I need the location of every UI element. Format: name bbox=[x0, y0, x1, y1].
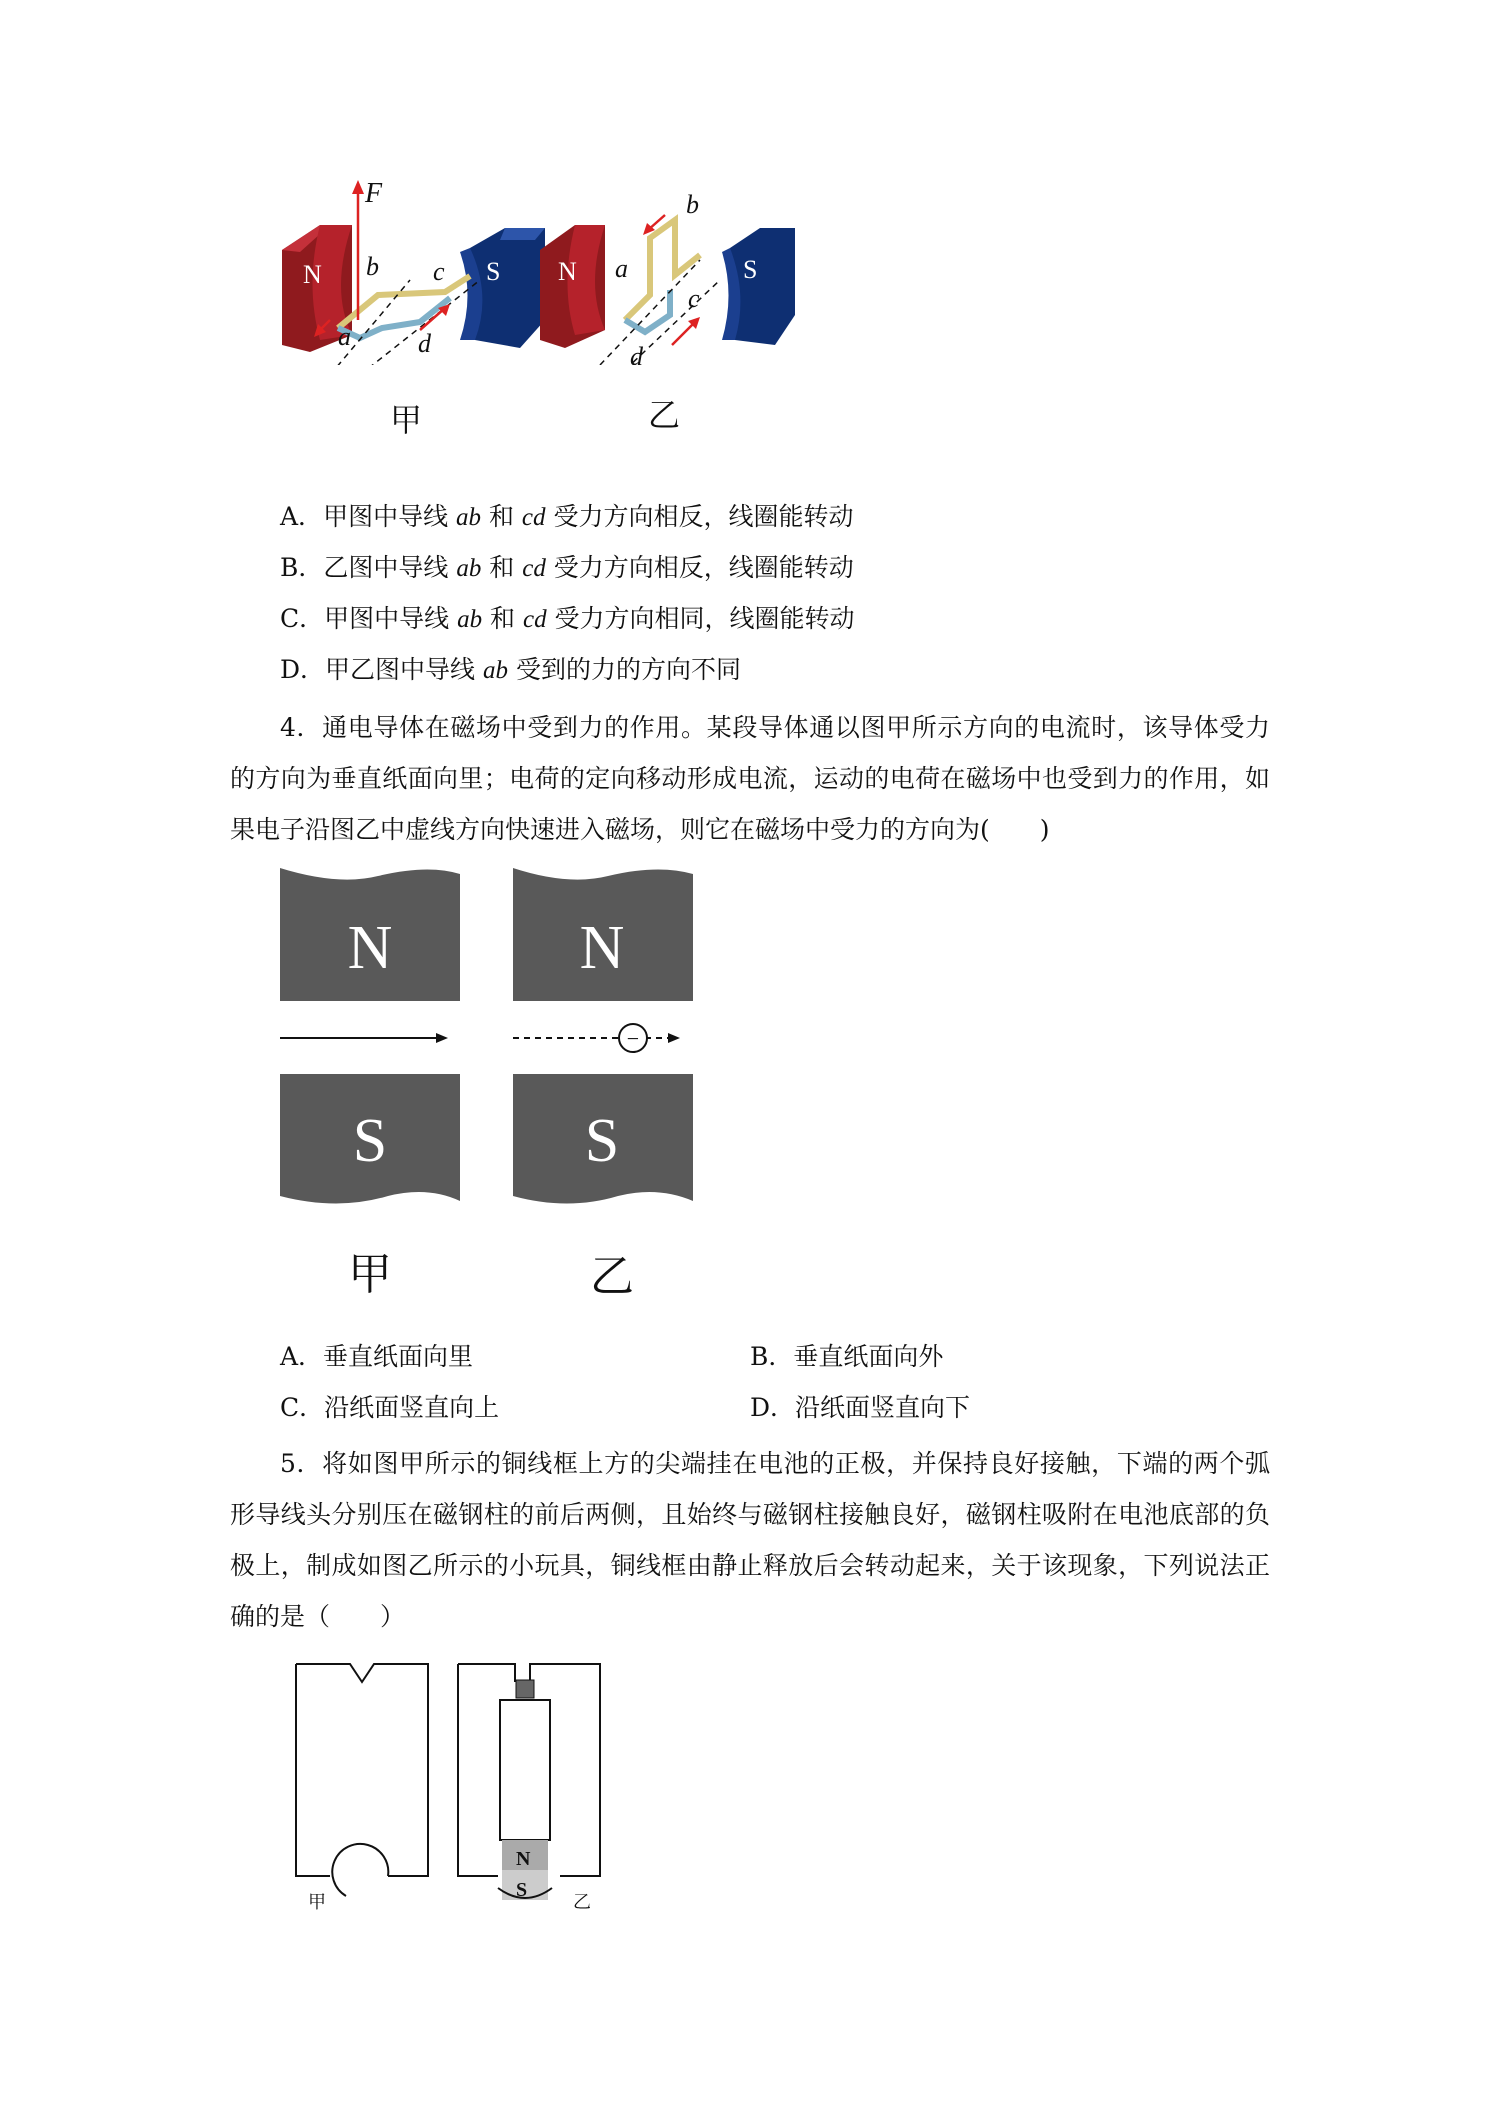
yi-label-d: d bbox=[630, 342, 643, 365]
electron-arrowhead bbox=[668, 1033, 680, 1043]
option-letter: D． bbox=[280, 655, 326, 684]
yi-label-c: c bbox=[688, 284, 700, 313]
yi-coil bbox=[600, 190, 720, 365]
option-text: 和 bbox=[481, 553, 523, 582]
jia-s-magnet bbox=[460, 228, 545, 348]
option-letter: A． bbox=[280, 502, 324, 531]
variable-cd: cd bbox=[523, 606, 547, 633]
q4-figure bbox=[278, 866, 698, 1211]
yi-s-label: S bbox=[743, 255, 758, 284]
yi-s-letter: S bbox=[584, 1107, 620, 1175]
jia-label-d: d bbox=[418, 329, 431, 358]
jia-n-label: N bbox=[303, 260, 322, 289]
figure1-caption-jia: 甲 bbox=[390, 401, 423, 439]
variable-ab: ab bbox=[456, 504, 482, 531]
option-text: 受力方向相反，线圈能转动 bbox=[545, 553, 854, 582]
option-letter: B． bbox=[280, 553, 324, 582]
q5-question: 5．将如图甲所示的铜线框上方的尖端挂在电池的正极，并保持良好接触，下端的两个弧形导线头分别压在磁钢柱的前后两侧，且始终与磁钢柱接触良好，磁钢柱吸附在电池底部的负极上，制成如图乙所示的小玩具，铜线框由静止释放后会转动起来，关于该现象，下列说法正确的是（ ） bbox=[230, 1449, 1270, 1631]
q3-option-d[interactable] bbox=[280, 653, 1330, 688]
battery-positive-terminal bbox=[516, 1680, 534, 1698]
electron-sign: − bbox=[626, 1026, 640, 1051]
q4-question: 4．通电导体在磁场中受到力的作用。某段导体通以图甲所示方向的电流时，该导体受力的方向为垂直纸面向里；电荷的定向移动形成电流，运动的电荷在磁场中也受到力的作用，如果电子沿图乙中虚线方向快速进入磁场，则它在磁场中受力的方向为( ) bbox=[230, 713, 1270, 844]
yi-label-b: b bbox=[686, 190, 699, 219]
q4-caption-jia: 甲 bbox=[348, 1249, 392, 1300]
variable-cd: cd bbox=[522, 555, 546, 582]
jia-label-b: b bbox=[366, 252, 379, 281]
force-label: F bbox=[365, 180, 383, 209]
q3-option-c[interactable] bbox=[280, 602, 1330, 637]
q5-figure bbox=[290, 1658, 610, 1918]
q3-option-a[interactable] bbox=[280, 500, 1330, 535]
jia-n-letter: N bbox=[347, 914, 393, 982]
magnet-n-label: N bbox=[516, 1848, 531, 1870]
option-text: 受力方向相同，线圈能转动 bbox=[546, 604, 855, 633]
figure1-caption-yi: 乙 bbox=[648, 396, 681, 434]
jia-label-a: a bbox=[338, 322, 351, 351]
magnet-s-label: S bbox=[516, 1879, 528, 1901]
battery-body bbox=[500, 1700, 550, 1840]
arc-wire-jia bbox=[332, 1844, 388, 1896]
yi-n-magnet bbox=[540, 225, 605, 348]
q4-option-a[interactable]: A．垂直纸面向里 bbox=[280, 1342, 474, 1371]
option-text: 和 bbox=[482, 604, 523, 633]
variable-ab: ab bbox=[483, 657, 508, 684]
q5-caption-jia: 甲 bbox=[308, 1892, 326, 1912]
variable-cd: cd bbox=[521, 504, 546, 531]
q4-option-c[interactable]: C．沿纸面竖直向上 bbox=[280, 1393, 500, 1422]
variable-ab: ab bbox=[457, 606, 483, 633]
q5-caption-yi: 乙 bbox=[573, 1892, 591, 1912]
q4-option-d[interactable]: D．沿纸面竖直向下 bbox=[750, 1393, 971, 1422]
jia-s-label: S bbox=[486, 257, 501, 286]
copper-frame-yi-left bbox=[458, 1664, 498, 1876]
q3-option-b[interactable] bbox=[280, 551, 1330, 586]
current-arrowhead bbox=[436, 1033, 448, 1043]
option-text: 甲图中导线 bbox=[324, 604, 458, 633]
yi-label-a: a bbox=[615, 254, 628, 283]
option-text: 受力方向相反，线圈能转动 bbox=[545, 502, 854, 531]
option-text: 甲图中导线 bbox=[323, 502, 457, 531]
yi-s-magnet bbox=[722, 228, 795, 345]
copper-frame-jia-left bbox=[296, 1664, 330, 1876]
q4-caption-yi: 乙 bbox=[590, 1251, 634, 1302]
option-letter: C． bbox=[280, 604, 325, 633]
option-text: 受到的力的方向不同 bbox=[508, 655, 741, 684]
option-text: 乙图中导线 bbox=[323, 553, 457, 582]
yi-n-label: N bbox=[558, 257, 577, 286]
yi-n-letter: N bbox=[579, 914, 625, 982]
motor-coil-figure bbox=[270, 180, 810, 365]
variable-ab: ab bbox=[456, 555, 482, 582]
option-text: 甲乙图中导线 bbox=[325, 655, 483, 684]
jia-label-c: c bbox=[433, 257, 445, 286]
jia-s-letter: S bbox=[352, 1107, 388, 1175]
q4-option-b[interactable]: B．垂直纸面向外 bbox=[750, 1342, 944, 1371]
option-text: 和 bbox=[481, 502, 522, 531]
